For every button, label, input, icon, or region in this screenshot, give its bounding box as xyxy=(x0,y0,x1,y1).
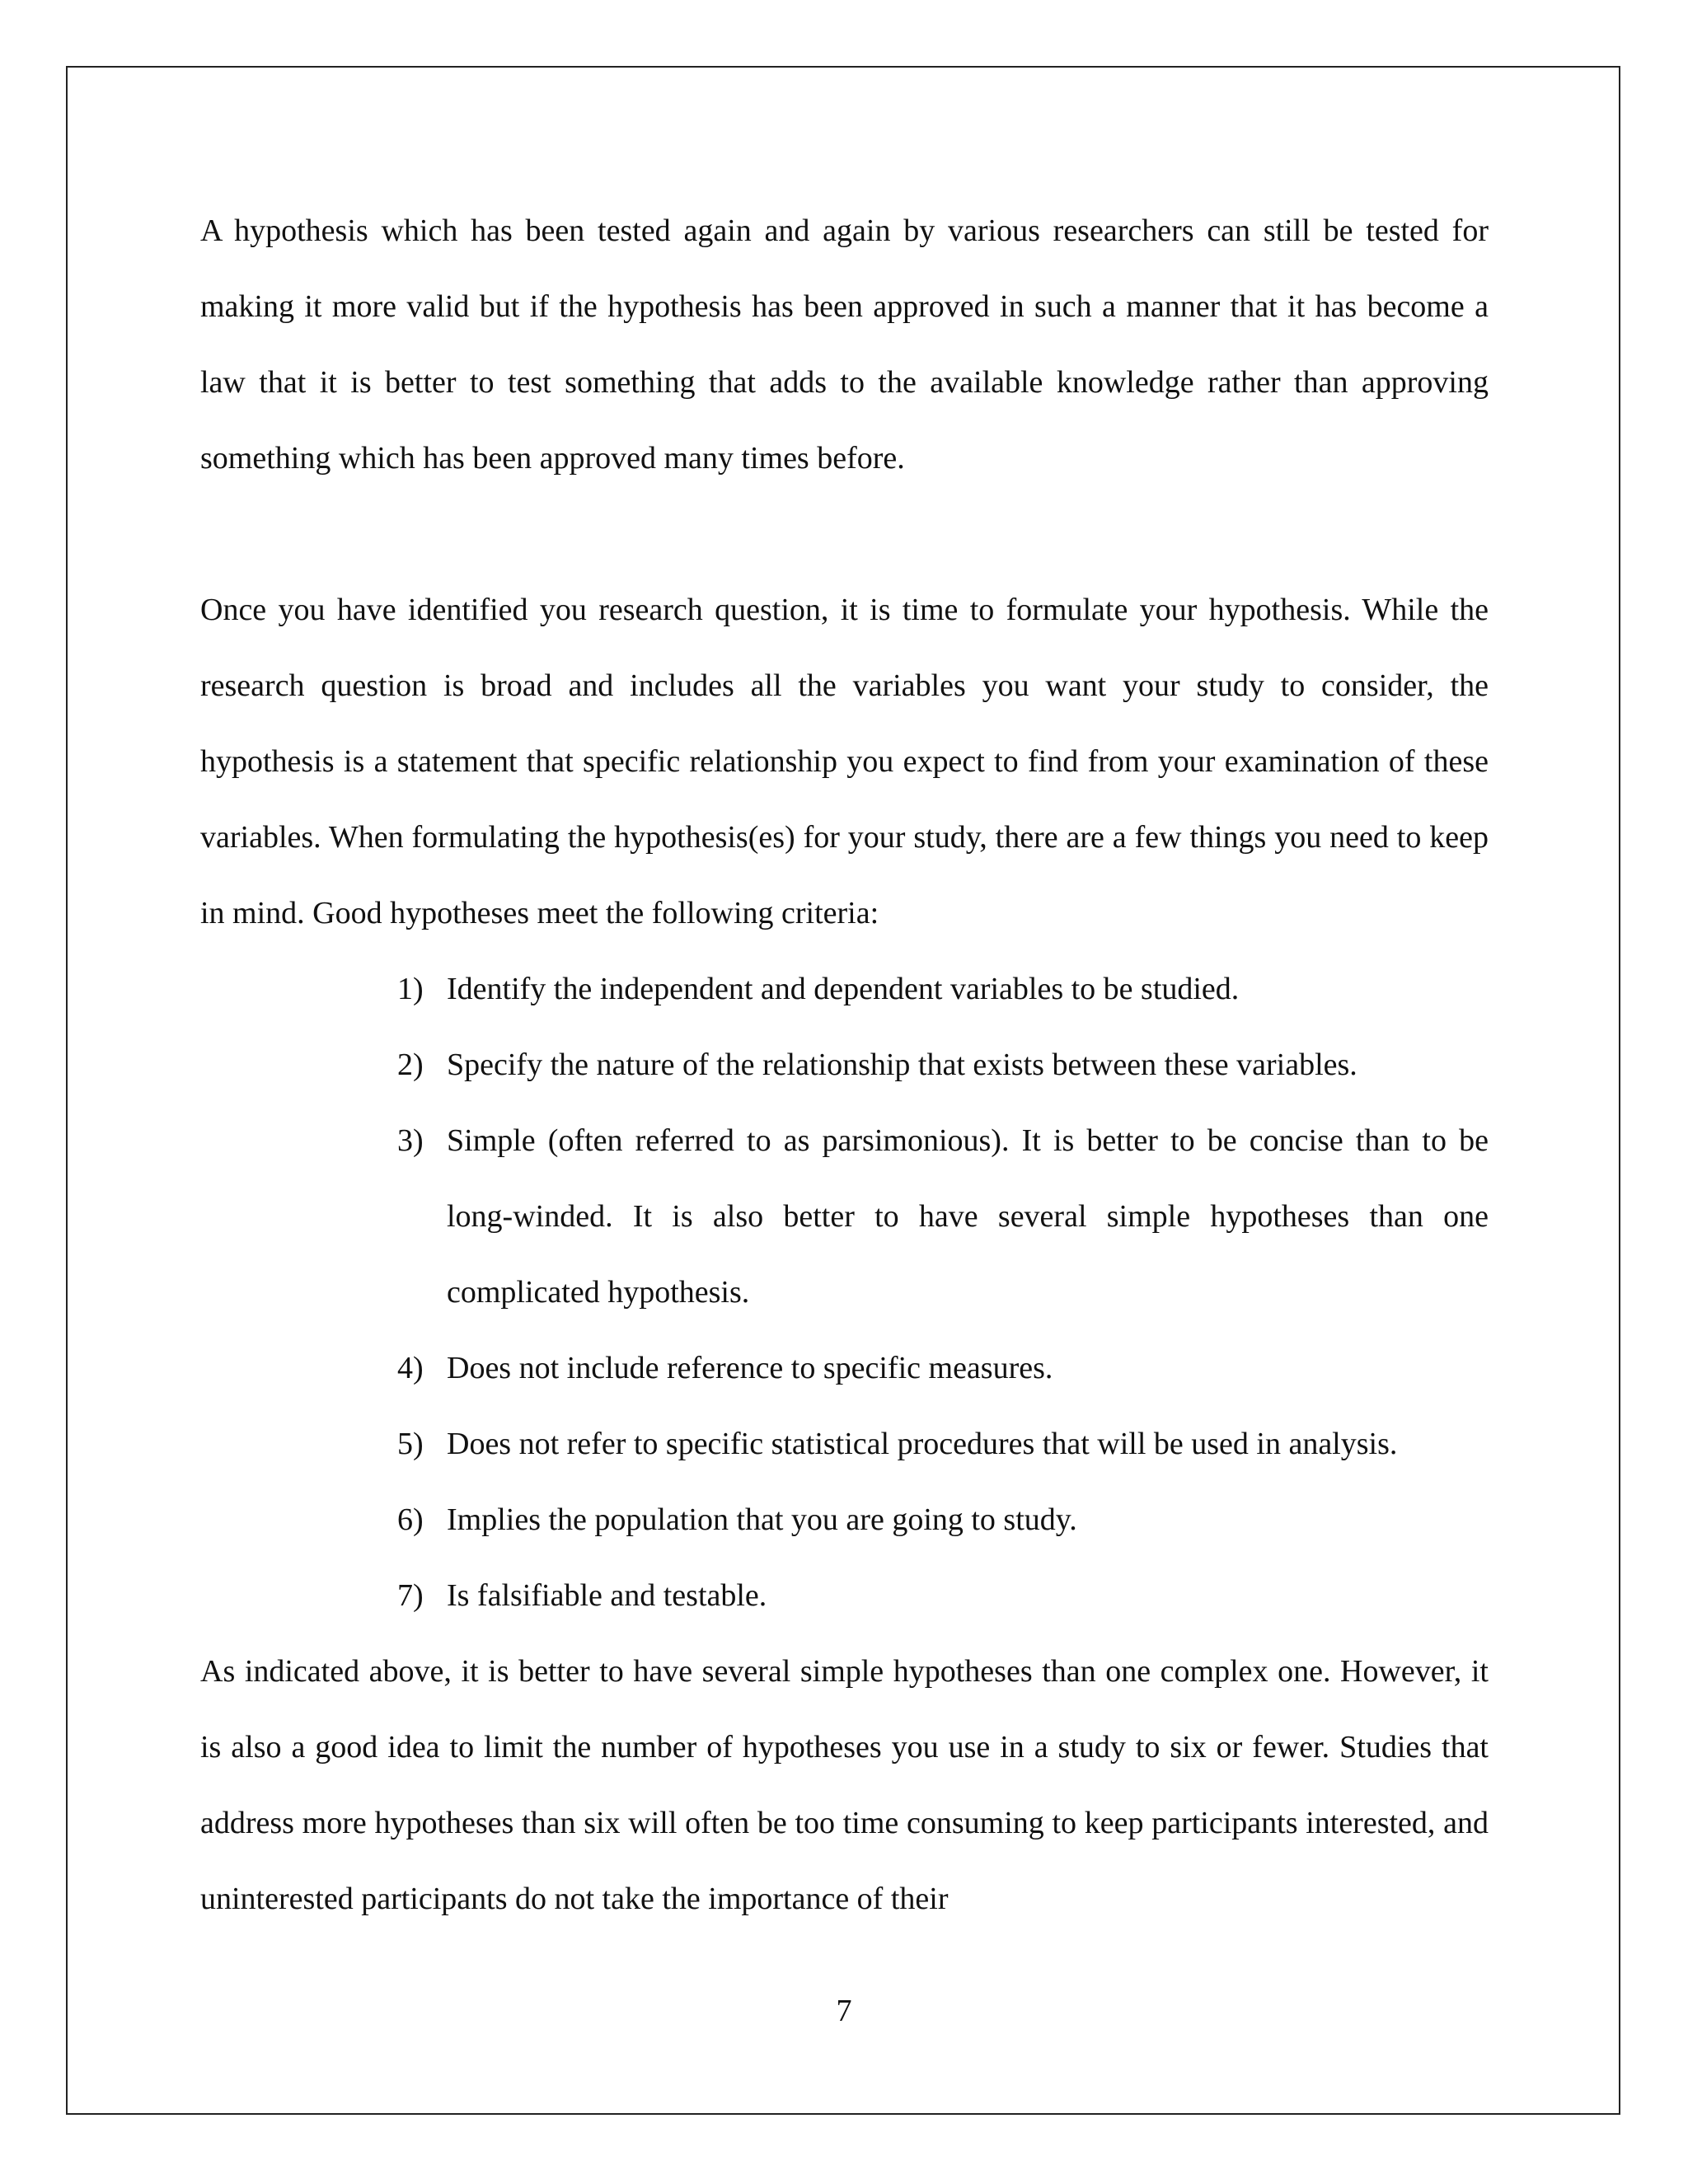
list-item-text: Implies the population that you are going to study. xyxy=(447,1502,1077,1537)
list-item xyxy=(200,1330,1489,1406)
criteria-list xyxy=(200,951,1489,1633)
list-item-number: 3) xyxy=(397,1123,424,1158)
paragraph-formulate-hypothesis: Once you have identified you research question, it is time to formulate your hypothesis. While the research question is broad and includes all the variables you want your study to consider, the hypothesis is a statement that specific relationship you expect to find from your examination of these variables. When formulating the hypothesis(es) for your study, there are a few things you need to keep in mind. Good hypotheses meet the following criteria: xyxy=(200,593,1489,930)
list-item-number: 6) xyxy=(397,1502,424,1537)
list-item-text: Does not include reference to specific measures. xyxy=(447,1351,1053,1385)
list-item xyxy=(200,1103,1489,1330)
list-item xyxy=(200,951,1489,1027)
page-number: 7 xyxy=(836,1994,852,2028)
list-item-number: 7) xyxy=(397,1578,424,1613)
paragraph-tested-hypothesis: A hypothesis which has been tested again and again by various researchers can still be tested for making it more valid but if the hypothesis has been approved in such a manner that it has become a law that it is better to test something that adds to the available knowledge rather than approving something which has been approved many times before. xyxy=(200,213,1489,476)
list-item-text: Identify the independent and dependent variables to be studied. xyxy=(447,972,1240,1006)
list-item-text: Specify the nature of the relationship that exists between these variables. xyxy=(447,1047,1357,1082)
list-item-number: 4) xyxy=(397,1351,424,1385)
list-item xyxy=(200,1558,1489,1633)
list-item xyxy=(200,1406,1489,1482)
page-content xyxy=(200,193,1489,1937)
list-item xyxy=(200,1027,1489,1103)
list-item-number: 2) xyxy=(397,1047,424,1082)
list-item-number: 5) xyxy=(397,1427,424,1461)
list-item-text: Is falsifiable and testable. xyxy=(447,1578,767,1613)
list-item-text: Simple (often referred to as parsimonious). It is better to be concise than to be long-winded. It is also better to have several simple hypotheses than one complicated hypothesis. xyxy=(447,1123,1489,1310)
paragraph-limit-hypotheses: As indicated above, it is better to have several simple hypotheses than one complex one. However, it is also a good idea to limit the number of hypotheses you use in a study to six or fewer. Studies that address more hypotheses than six will often be too time consuming to keep participants interested, and uninterested participants do not take the importance of their xyxy=(200,1654,1489,1916)
list-item-text: Does not refer to specific statistical procedures that will be used in analysis. xyxy=(447,1427,1398,1461)
list-item xyxy=(200,1482,1489,1558)
list-item-number: 1) xyxy=(397,972,424,1006)
